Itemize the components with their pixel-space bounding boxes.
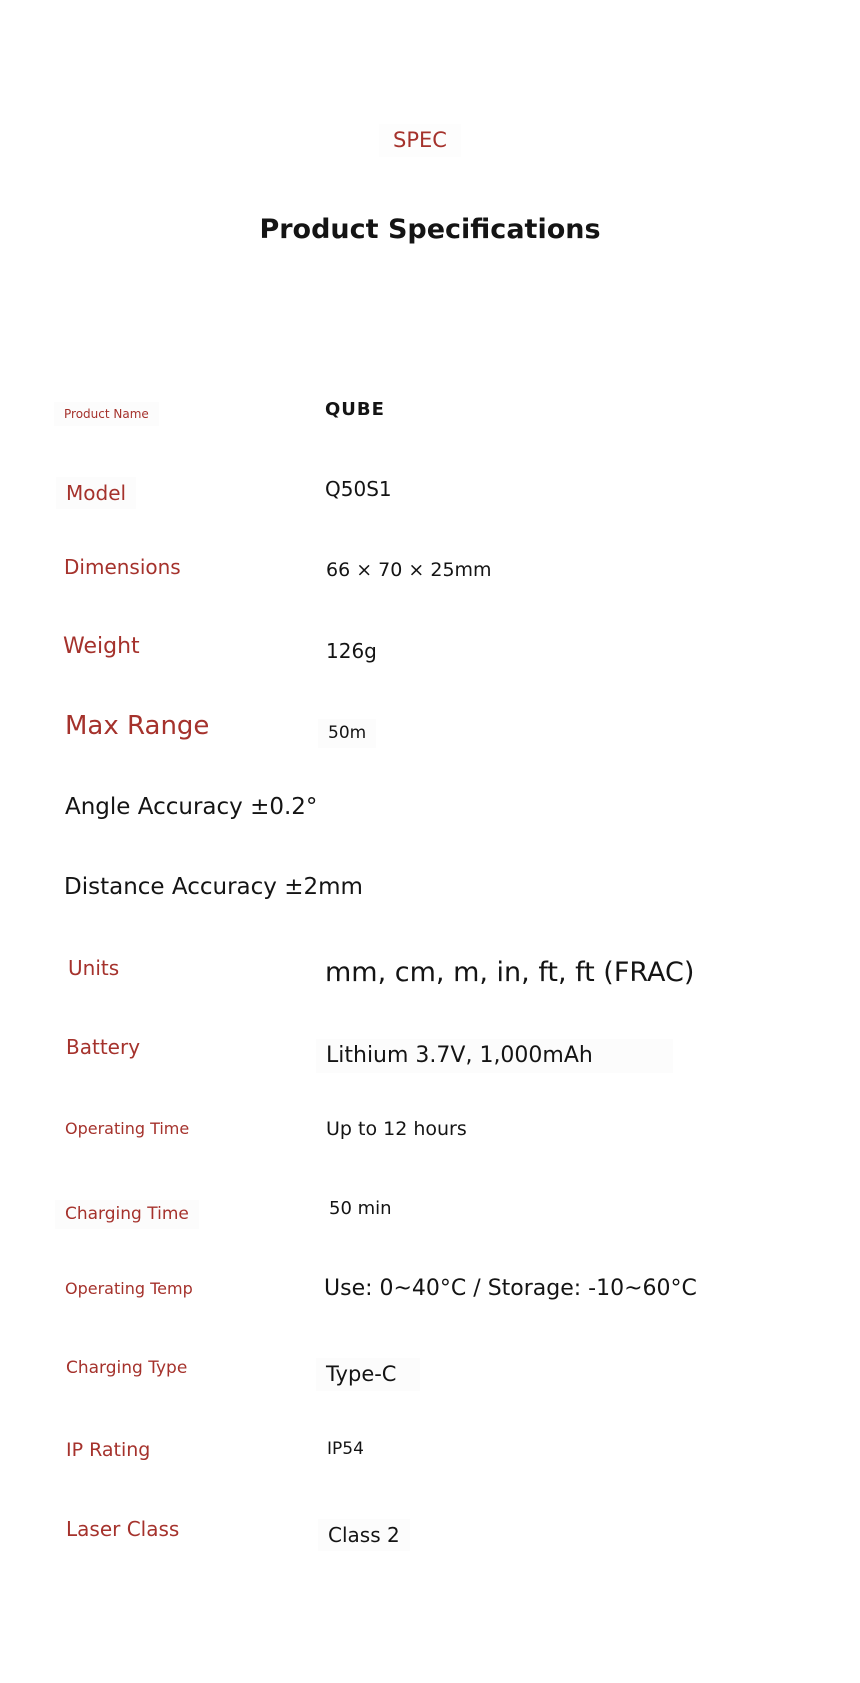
section-eyebrow-text: SPEC <box>379 124 461 157</box>
spec-label-product-name: Product Name <box>54 402 159 426</box>
spec-value-charging-time: 50 min <box>329 1198 392 1219</box>
spec-value-ip-rating: IP54 <box>327 1439 364 1459</box>
spec-label-max-range: Max Range <box>65 711 210 741</box>
spec-label-battery: Battery <box>66 1035 141 1059</box>
spec-value-operating-time: Up to 12 hours <box>326 1118 467 1140</box>
spec-label-units: Units <box>68 956 120 980</box>
spec-label-ip-rating: IP Rating <box>66 1439 151 1461</box>
spec-angle-accuracy: Angle Accuracy ±0.2° <box>65 794 318 820</box>
spec-value-product-name: QUBE <box>325 399 385 420</box>
spec-label-weight: Weight <box>63 634 140 659</box>
spec-label-charging-time: Charging Time <box>55 1200 199 1229</box>
spec-value-weight: 126g <box>326 639 377 663</box>
spec-label-operating-temp: Operating Temp <box>65 1279 193 1298</box>
spec-label-operating-time: Operating Time <box>65 1119 190 1138</box>
spec-distance-accuracy: Distance Accuracy ±2mm <box>64 874 363 900</box>
spec-label-laser-class: Laser Class <box>66 1517 180 1541</box>
spec-value-charging-type: Type-C <box>316 1358 420 1391</box>
spec-label-charging-type: Charging Type <box>66 1358 188 1378</box>
spec-value-model: Q50S1 <box>325 477 392 501</box>
spec-value-battery: Lithium 3.7V, 1,000mAh <box>316 1039 673 1073</box>
spec-value-max-range: 50m <box>318 719 376 748</box>
spec-value-units: mm, cm, m, in, ft, ft (FRAC) <box>325 957 695 988</box>
spec-value-laser-class: Class 2 <box>318 1519 410 1551</box>
page-title: Product Specifications <box>259 214 601 245</box>
spec-value-operating-temp: Use: 0~40°C / Storage: -10~60°C <box>324 1276 697 1301</box>
spec-label-dimensions: Dimensions <box>64 555 181 579</box>
section-eyebrow <box>0 124 860 157</box>
spec-label-model: Model <box>56 477 136 509</box>
spec-value-dimensions: 66 × 70 × 25mm <box>326 559 492 581</box>
